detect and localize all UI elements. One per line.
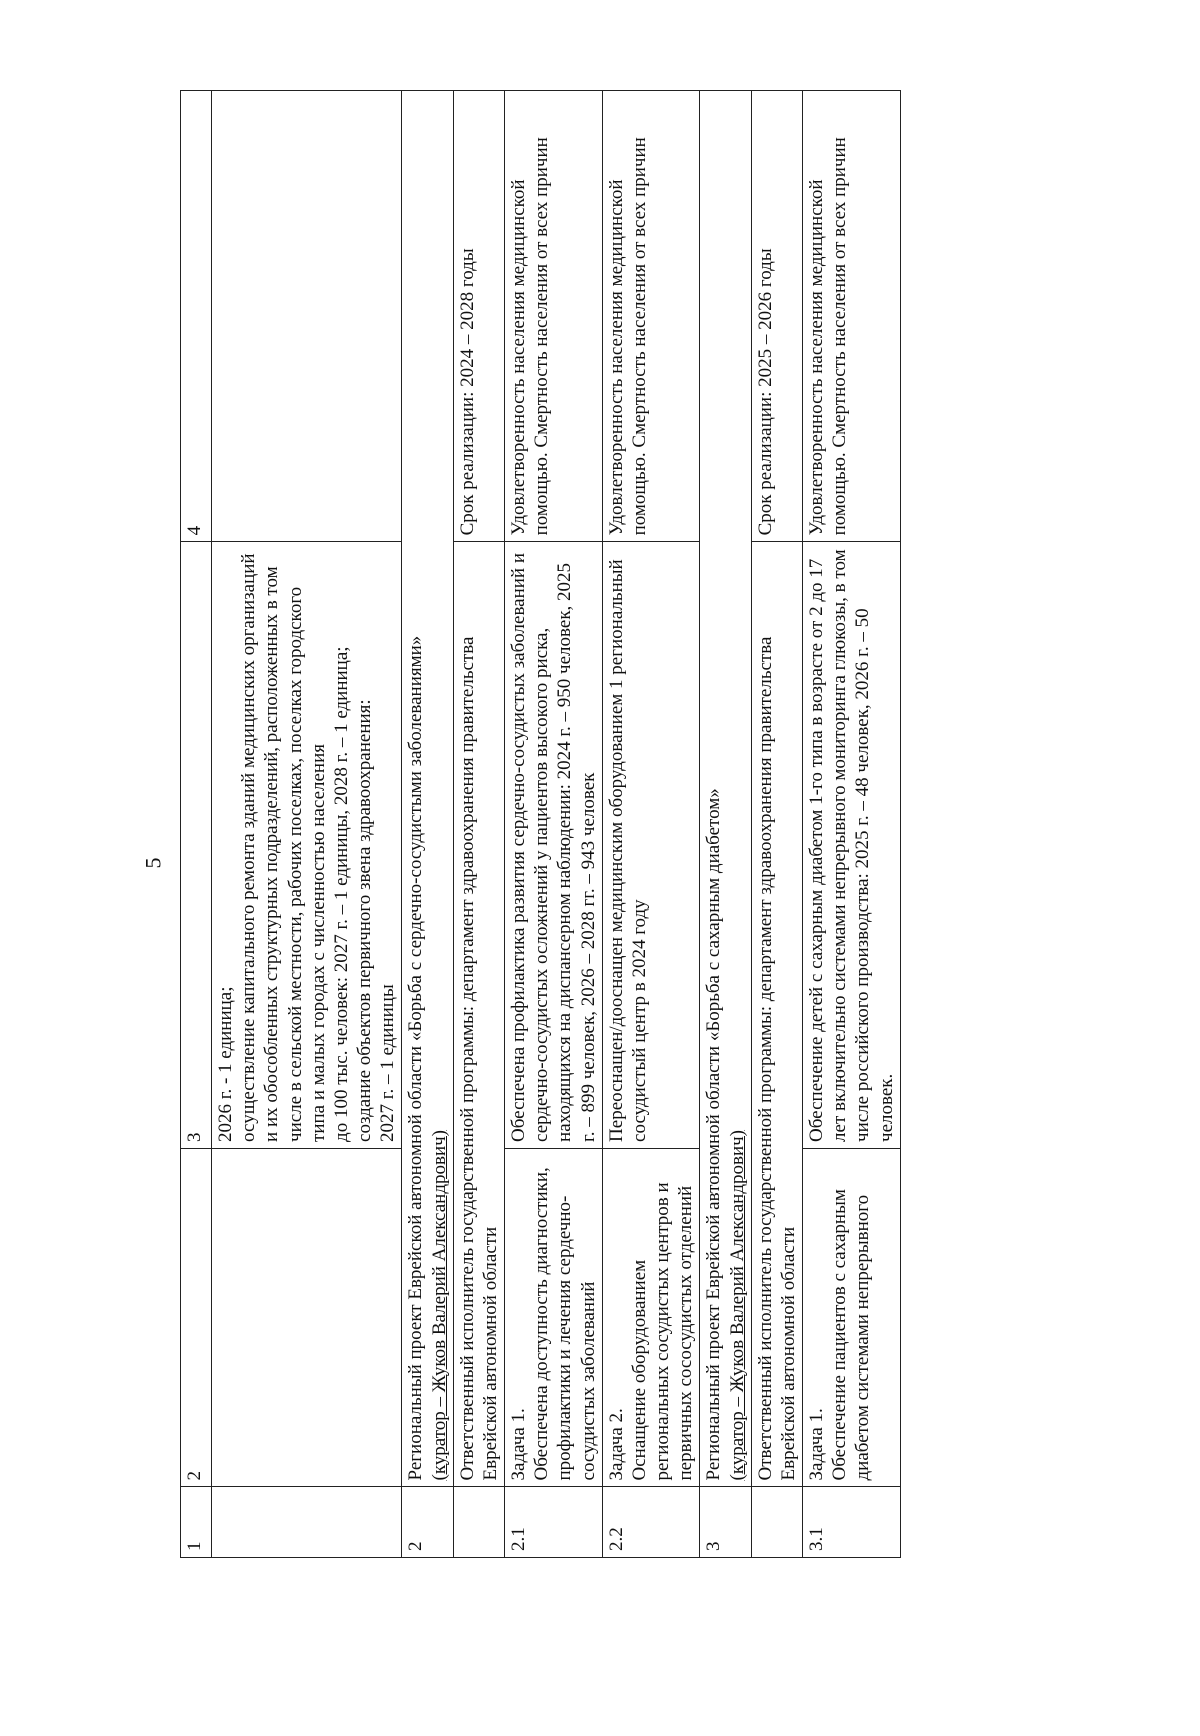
period-cell: Срок реализации: 2025 – 2026 годы (751, 91, 802, 542)
continued-line: осуществление капитального ремонта зданий медицинских организаций и их обособленных структурных подразделений, расположенных в том числе в сельской местности, рабочих поселках, поселках городского типа и малых городах с численностью населения (238, 553, 329, 1142)
task-number: 3.1 (803, 1487, 901, 1558)
project-title-row (700, 91, 751, 1558)
task-label: Задача 2. (605, 1408, 627, 1481)
continued-cell (212, 542, 402, 1149)
header-col-2: 2 (181, 1148, 212, 1487)
task-number: 2.1 (505, 1487, 603, 1558)
continued-line: 2027 г. – 1 единицы (377, 984, 399, 1142)
project-title-cell (700, 91, 751, 1487)
project-title: Региональный проект Еврейской автономной области «Борьба с сердечно-сосудистыми заболеваниями» (405, 635, 427, 1481)
task-text: Оснащение оборудованием региональных сосудистых центров и первичных сососудистых отделений (628, 1182, 697, 1481)
executor-cell: Ответственный исполнитель государственной программы: департамент здравоохранения правительства Еврейской автономной области (751, 542, 802, 1487)
task-row (803, 91, 901, 1558)
project-curator: (куратор – Жуков Валерий Александрович) (726, 1129, 748, 1481)
task-label: Задача 1. (508, 1408, 530, 1481)
task-cell (505, 1148, 603, 1487)
task-indicator: Удовлетворенность населения медицинской помощью. Смертность населения от всех причин (602, 91, 700, 542)
task-cell (803, 1148, 901, 1487)
header-col-3: 3 (181, 542, 212, 1149)
project-number: 3 (700, 1487, 751, 1558)
executor-row (751, 91, 802, 1558)
task-cell (602, 1148, 700, 1487)
executor-row (453, 91, 504, 1558)
task-label: Задача 1. (806, 1408, 828, 1481)
task-row (602, 91, 700, 1558)
project-title-cell (402, 91, 453, 1487)
header-col-4: 4 (181, 91, 212, 542)
project-number: 2 (402, 1487, 453, 1558)
task-text: Обеспечена доступность диагностики, профилактики и лечения сердечно-сосудистых заболеваний (531, 1167, 599, 1481)
project-title-row (402, 91, 453, 1558)
project-curator: (куратор – Жуков Валерий Александрович) (428, 1129, 450, 1481)
task-indicator: Удовлетворенность населения медицинской помощью. Смертность населения от всех причин (505, 91, 603, 542)
executor-cell: Ответственный исполнитель государственной программы: департамент здравоохранения правительства Еврейской автономной области (453, 542, 504, 1487)
task-result: Обеспечена профилактика развития сердечно-сосудистых заболеваний и сердечно-сосудистых осложнений у пациентов высокого риска, находящихся на диспансерном наблюдении: 2024 г. – 950 человек, 2025 г. – 899 человек, 2026 – 2028 гг. – 943 человек (505, 542, 603, 1149)
task-text: Обеспечение пациентов с сахарным диабетом системами непрерывного (829, 1189, 874, 1481)
continued-line: создание объектов первичного звена здравоохранения: (354, 699, 376, 1142)
page-number: 5 (140, 857, 166, 869)
continued-line: 2026 г. - 1 единица; (215, 986, 236, 1142)
task-result: Обеспечение детей с сахарным диабетом 1-го типа в возрасте от 2 до 17 лет включительно системами непрерывного мониторинга глюкозы, в том числе российского производства: 2025 г. – 48 человек, 2026 г. – 50 человек. (803, 542, 901, 1149)
header-row (181, 91, 212, 1558)
task-indicator: Удовлетворенность населения медицинской помощью. Смертность населения от всех причин (803, 91, 901, 542)
program-table (180, 90, 901, 1558)
rotated-table-canvas (180, 90, 1100, 1558)
continued-row (212, 91, 402, 1558)
task-number: 2.2 (602, 1487, 700, 1558)
period-cell: Срок реализации: 2024 – 2028 годы (453, 91, 504, 542)
project-title: Региональный проект Еврейской автономной области «Борьба с сахарным диабетом» (703, 788, 725, 1481)
rotated-table-area (180, 90, 1100, 1558)
continued-line: до 100 тыс. человек: 2027 г. – 1 единицы, 2028 г. – 1 единица; (330, 646, 352, 1142)
header-col-1: 1 (181, 1487, 212, 1558)
task-result: Переоснащен/дооснащен медицинским оборудованием 1 региональный сосудистый центр в 2024 году (602, 542, 700, 1149)
task-row (505, 91, 603, 1558)
